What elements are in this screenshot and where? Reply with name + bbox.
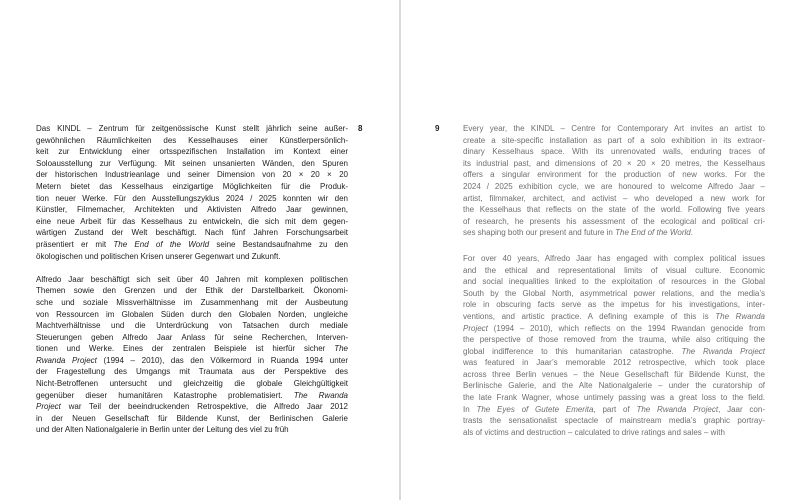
text-line: artist, filmmaker, architect, and activist – who developed a new work for [463,193,765,203]
right-paragraph [463,253,765,439]
text-line: the perspective of those removed from the trauma, while also critiquing the [463,335,765,345]
text-line: eine neue Arbeit für das Kesselhaus zu entwickeln, die sich mit dem gegen- [36,216,348,226]
page-number-right: 9 [435,124,440,133]
right-paragraph [463,123,765,239]
text-line: Rwanda Project (1994 – 2010), das den Völkermord in Ruanda 1994 unter [36,355,349,365]
text-line: In The Eyes of Gutete Emerita, part of The Rwanda Project, Jaar con- [463,404,765,414]
text-line: ventions, and artistic practice. A defining example of this is The Rwanda [463,311,765,321]
text-line: Alfredo Jaar beschäftigt sich seit über 40 Jahren mit komplexen politischen [36,274,348,284]
text-line: the Kesselhaus that reflects on the state of the world. Following five years [463,205,765,215]
text-line: role in obscuring facts serve as the impetus for his investigations, inter- [463,300,765,310]
text-line: wärtigen Zustand der Welt beschäftigt. Nach fünf Jahren Forschungsarbeit [36,228,348,238]
right-text-column [463,123,765,438]
text-line: global indifference to this humanitarian catastrophe. The Rwanda Project [463,346,765,356]
text-line: in der Neuen Gesellschaft für Bildende Kunst, der Berlinischen Galerie [36,413,348,423]
text-line: dinary Kesselhaus space. With its unrenovated walls, enduring traces of [463,147,765,157]
text-line: Project (1994 – 2010), which reflects on the 1994 Rwandan genocide from [463,323,765,333]
text-line: gegenüber dieser humanitären Katastrophe problematisiert. The Rwanda [36,390,349,400]
text-line: the late Frank Wagner, whose untimely passing was a great loss to the field. [463,393,765,403]
text-line: der historischen Industrieanlage und seiner Dimension von 20 × 20 × 20 [36,170,348,180]
text-line: gewöhnlichen Räumlichkeiten des Kesselhauses einer Künstlerpersönlich- [36,135,348,145]
text-line: tionen und Werke. Eines der zentralen Beispiele ist hierfür sicher The [36,344,348,354]
text-line: Themen sowie den Grenzen und der Ethik der Darstellbarkeit. Ökonomi- [36,286,348,296]
text-line: Project war Teil der beeindruckenden Retrospektive, die Alfredo Jaar 2012 [36,402,348,412]
text-line: Das KINDL – Zentrum für zeitgenössische Kunst stellt jährlich seine außer- [36,124,348,133]
text-line: Metern bietet das Kesselhaus einzigartige Möglichkeiten für die Produk- [36,181,348,191]
text-line: its industrial past, and dimensions of 20 × 20 × 20 metres, the Kesselhaus [463,158,765,168]
text-line: create a site-specific installation as part of a solo exhibition in its extraor- [463,135,765,145]
text-line: Nicht-Betroffenen untersucht und gleichzeitig die globale Gleichgültigkeit [36,379,348,389]
text-line: trasts the sensationalist spectacle of mainstream media’s graphic portray- [463,416,765,426]
text-line: der Fragestellung des Umgangs mit Traumata aus der Perspektive des [36,367,348,377]
text-line: Steuerungen geben Alfredo Jaar Anlass für seine Recherchen, Interven- [36,332,348,342]
text-line: and the ethical and representational limits of visual culture. Economic [463,265,765,275]
text-line: offers a singular environment for the production of new works. For the [463,170,765,180]
text-line: was featured in Jaar’s memorable 2012 retrospective, which took place [463,358,765,368]
text-line: 2024 / 2025 exhibition cycle, we are honoured to welcome Alfredo Jaar – [463,181,765,191]
text-line: and social inequalities linked to the exploitation of resources in the Global [463,277,765,287]
page-number-left: 8 [358,124,363,133]
text-line: Berlinische Galerie, and the Alte Nationalgalerie – under the curatorship of [463,381,765,391]
text-line: von Ressourcen im Globalen Süden durch den Globalen Norden, ungleiche [36,309,348,319]
left-text-column [36,123,348,436]
text-line: ses shaping both our present and future in The End of the World. [463,228,693,238]
text-line: ökologischen und politischen Krisen unserer Gegenwart und Zukunft. [36,251,281,261]
text-line: of research, he presents his assessment of the ecological and political cri- [463,216,765,226]
text-line: sche und soziale Missverhältnisse im Zusammenhang mit der Ausbeutung [36,297,348,307]
text-line: South by the Global North, asymmetrical power relations, and the media’s [463,288,765,298]
text-line: Soloausstellung zur Verfügung. Mit seinen unsanierten Wänden, den Spuren [36,158,348,168]
text-line: Machtverhältnisse und die Unterdrückung von Tatsachen durch mediale [36,321,348,331]
text-line: For over 40 years, Alfredo Jaar has engaged with complex political issues [463,253,765,263]
left-paragraph [36,274,348,436]
text-line: Künstler, Filmemacher, Architekten und Aktivisten Alfredo Jaar gewinnen, [36,205,348,215]
text-line: und der Alten Nationalgalerie in Berlin unter der Leitung des viel zu früh [36,425,289,435]
text-line: präsentiert er mit The End of the World seine Bestandsaufnahme zu den [36,239,349,249]
right-page [401,0,800,500]
left-page [0,0,399,500]
text-line: keit zur Entwicklung einer ortsspezifischen Installation im Kontext einer [36,147,348,157]
text-line: across three Berlin venues – the Neue Gesellschaft für Bildende Kunst, the [463,369,765,379]
left-paragraph [36,123,348,262]
text-line: tion neuer Werke. Für den Ausstellungszyklus 2024 / 2025 konnten wir den [36,193,348,203]
text-line: Every year, the KINDL – Centre for Contemporary Art invites an artist to [463,124,765,133]
text-line: als of victims and destruction – calculated to drive ratings and sales – with [463,427,725,437]
